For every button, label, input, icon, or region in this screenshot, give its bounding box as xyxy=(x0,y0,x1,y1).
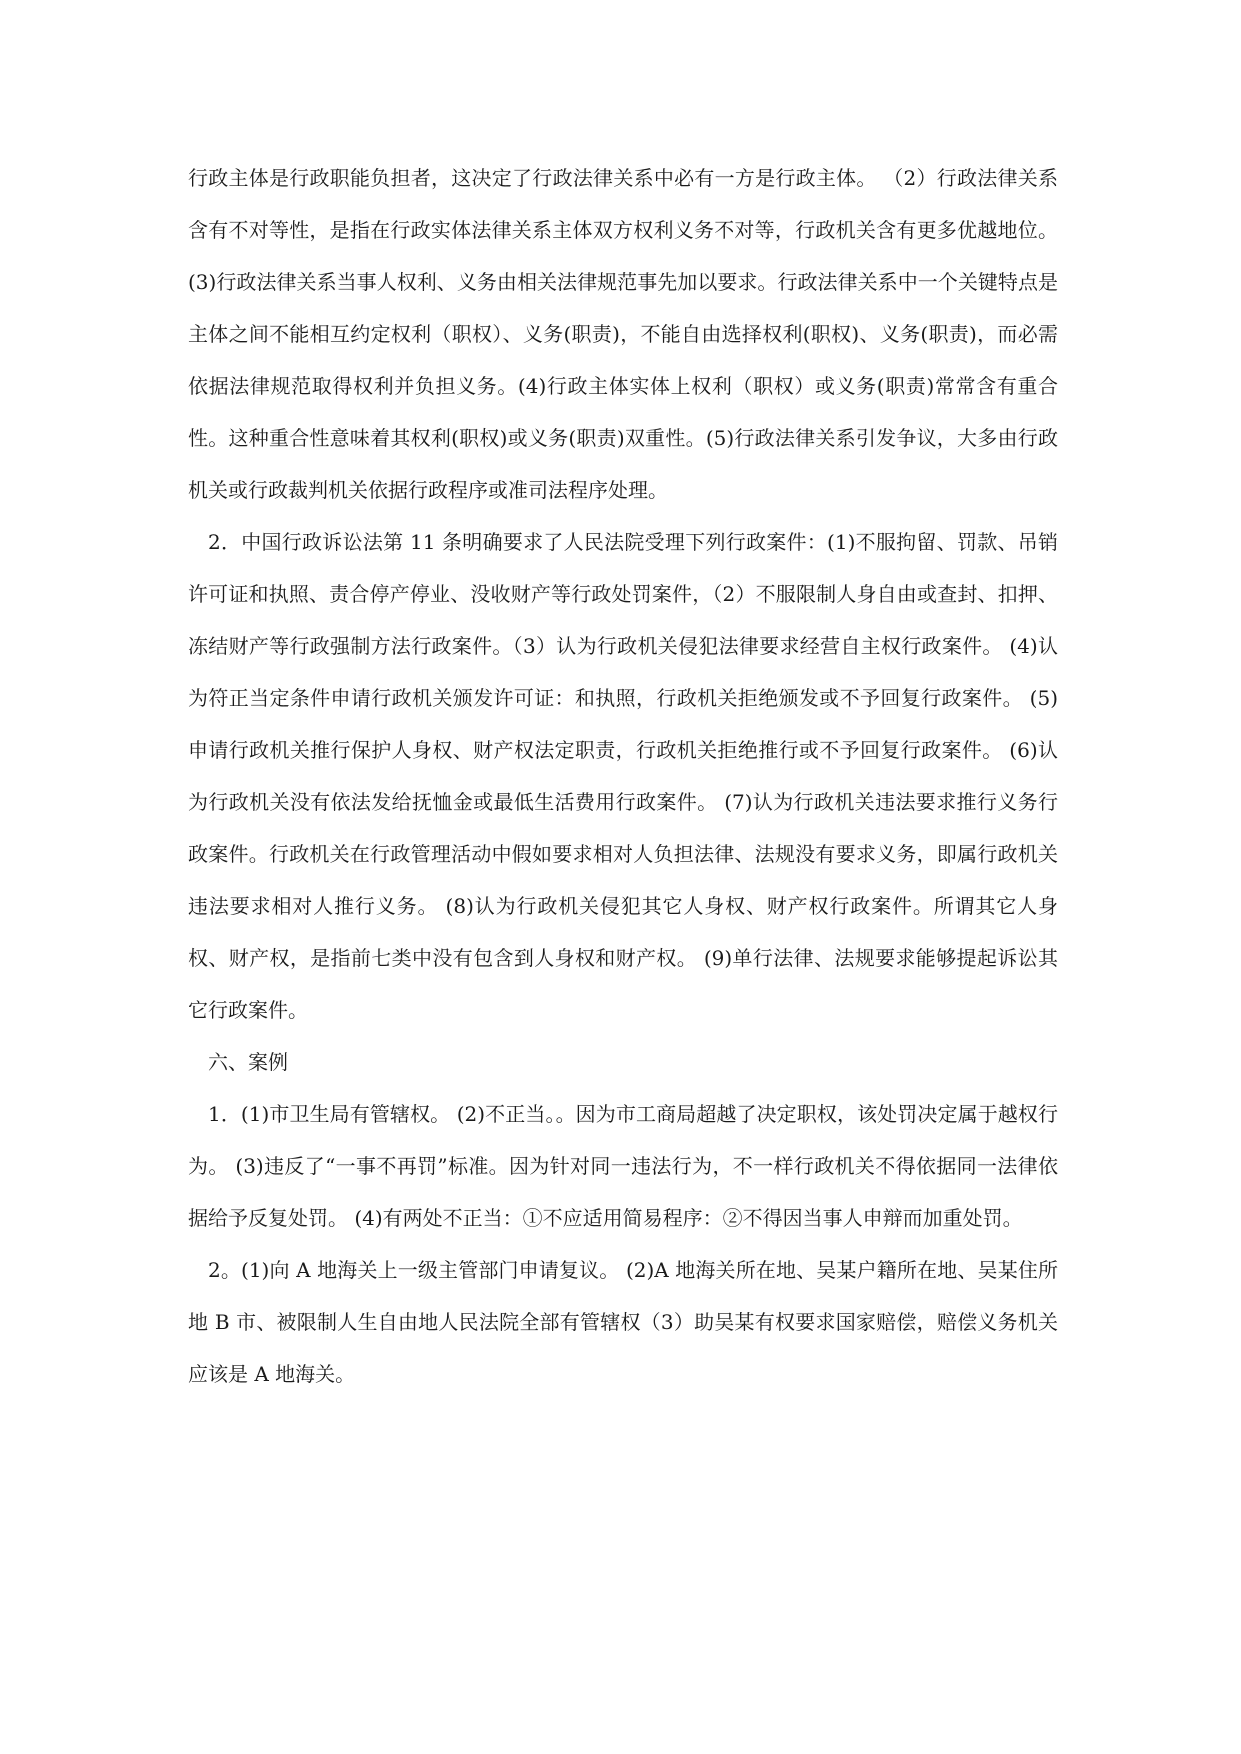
paragraph-administrative-relations: 行政主体是行政职能负担者，这决定了行政法律关系中必有一方是行政主体。 （2）行政法律关系含有不对等性，是指在行政实体法律关系主体双方权利义务不对等，行政机关含有更多优越地位。 (3)行政法律关系当事人权利、义务由相关法律规范事先加以要求。行政法律关系中一个关键特点是主体之间不能相互约定权利（职权）、义务(职责)，不能自由选择权利(职权)、义务(职责)，而必需依据法律规范取得权利并负担义务。(4)行政主体实体上权利（职权）或义务(职责)常常含有重合性。这种重合性意味着其权利(职权)或义务(职责)双重性。(5)行政法律关系引发争议，大多由行政机关或行政裁判机关依据行政程序或准司法程序处理。 xyxy=(188,166,1058,502)
paragraph-litigation-scope: 2．中国行政诉讼法第 11 条明确要求了人民法院受理下列行政案件：(1)不服拘留、罚款、吊销许可证和执照、责合停产停业、没收财产等行政处罚案件，（2）不服限制人身自由或查封、扣押、冻结财产等行政强制方法行政案件。（3）认为行政机关侵犯法律要求经营自主权行政案件。 (4)认为符正当定条件申请行政机关颁发许可证：和执照，行政机关拒绝颁发或不予回复行政案件。 (5)申请行政机关推行保护人身权、财产权法定职责，行政机关拒绝推行或不予回复行政案件。 (6)认为行政机关没有依法发给抚恤金或最低生活费用行政案件。 (7)认为行政机关违法要求推行义务行政案件。行政机关在行政管理活动中假如要求相对人负担法律、法规没有要求义务，即属行政机关违法要求相对人推行义务。 (8)认为行政机关侵犯其它人身权、财产权行政案件。所谓其它人身权、财产权，是指前七类中没有包含到人身权和财产权。 (9)单行法律、法规要求能够提起诉讼其它行政案件。 xyxy=(188,530,1058,1022)
section-heading-cases: 六、案例 xyxy=(208,1050,288,1074)
document-body xyxy=(188,152,1058,1400)
paragraph-case-2: 2。(1)向 A 地海关上一级主管部门申请复议。 (2)A 地海关所在地、吴某户籍所在地、吴某住所地 B 市、被限制人生自由地人民法院全部有管辖权（3）助吴某有权要求国家赔偿，赔偿义务机关应该是 A 地海关。 xyxy=(188,1258,1058,1386)
paragraph-case-1: 1．(1)市卫生局有管辖权。 (2)不正当。。因为市工商局超越了决定职权，该处罚决定属于越权行为。 (3)违反了“一事不再罚”标准。因为针对同一违法行为，不一样行政机关不得依据同一法律依据给予反复处罚。 (4)有两处不正当：①不应适用简易程序：②不得因当事人申辩而加重处罚。 xyxy=(188,1102,1058,1230)
